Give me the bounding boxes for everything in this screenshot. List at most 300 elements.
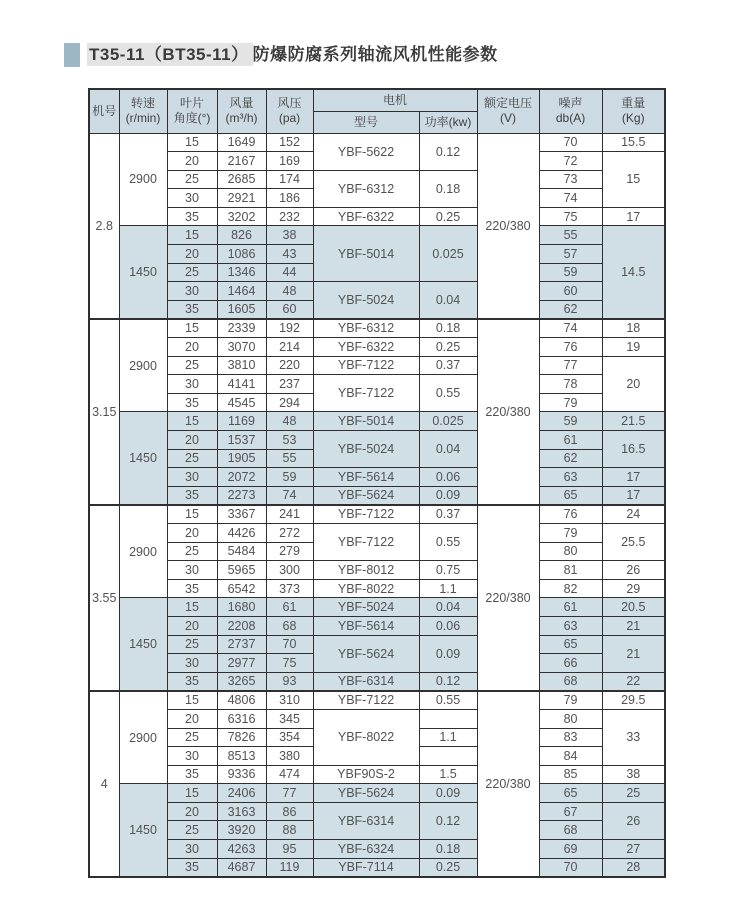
- table-cell: 26: [602, 802, 665, 839]
- speed-cell: 1450: [119, 784, 167, 877]
- machine-no-cell: 4: [89, 691, 119, 877]
- table-cell: YBF-5024: [313, 431, 419, 468]
- table-row: [89, 709, 665, 728]
- table-row: [89, 431, 665, 450]
- table-cell: YBF-8022: [313, 709, 419, 765]
- table-cell: 17: [602, 207, 665, 226]
- table-cell: 25: [167, 170, 217, 189]
- table-cell: 15: [167, 133, 217, 152]
- table-cell: 65: [539, 486, 602, 505]
- table-cell: 83: [539, 728, 602, 747]
- table-cell: 3920: [217, 821, 266, 840]
- table-cell: 30: [167, 189, 217, 208]
- table-cell: 30: [167, 561, 217, 580]
- table-cell: 17: [602, 486, 665, 505]
- header-voltage-label: 额定电压: [484, 96, 533, 111]
- table-cell: YBF-8012: [313, 561, 419, 580]
- table-cell: 70: [266, 635, 313, 654]
- table-cell: 186: [266, 189, 313, 208]
- header-air-volume: [217, 89, 266, 133]
- table-cell: 48: [266, 412, 313, 431]
- voltage-cell: 220/380: [477, 319, 539, 505]
- header-weight: [602, 89, 665, 133]
- table-cell: 294: [266, 393, 313, 412]
- table-cell: 44: [266, 263, 313, 282]
- page-title-model: T35-11（BT35-11）: [87, 43, 253, 66]
- header-weight-label: 重量: [621, 96, 646, 111]
- page-title-desc: 防爆防腐系列轴流风机性能参数: [252, 45, 498, 64]
- page-title: [87, 42, 498, 68]
- table-cell: 17: [602, 468, 665, 487]
- header-speed-unit: (r/min): [125, 111, 161, 126]
- table-cell: 20: [167, 431, 217, 450]
- table-cell: 35: [167, 393, 217, 412]
- table-cell: 0.25: [419, 858, 477, 877]
- table-cell: 74: [539, 189, 602, 208]
- table-cell: 2339: [217, 319, 266, 338]
- table-cell: 15: [167, 319, 217, 338]
- table-cell: 29: [602, 579, 665, 598]
- table-row: [89, 505, 665, 524]
- table-cell: 30: [167, 282, 217, 301]
- table-cell: YBF-6322: [313, 338, 419, 357]
- table-cell: 55: [539, 226, 602, 245]
- speed-cell: 2900: [119, 505, 167, 598]
- table-cell: 22: [602, 672, 665, 691]
- table-row: [89, 784, 665, 803]
- speed-cell: 2900: [119, 691, 167, 784]
- table-cell: 1.1: [419, 579, 477, 598]
- table-cell: 0.09: [419, 486, 477, 505]
- table-cell: 1680: [217, 598, 266, 617]
- table-cell: 66: [539, 654, 602, 673]
- table-cell: 35: [167, 300, 217, 319]
- header-noise-unit: db(A): [555, 111, 586, 126]
- table-cell: 24: [602, 505, 665, 524]
- table-row: [89, 691, 665, 710]
- table-cell: YBF-5624: [313, 486, 419, 505]
- table-cell: 25: [167, 356, 217, 375]
- table-cell: 0.18: [419, 319, 477, 338]
- voltage-cell: 220/380: [477, 133, 539, 319]
- table-cell: 28: [602, 858, 665, 877]
- table-cell: 4687: [217, 858, 266, 877]
- table-cell: 67: [539, 802, 602, 821]
- table-cell: 63: [539, 616, 602, 635]
- table-cell: 26: [602, 561, 665, 580]
- table-cell: 15: [167, 691, 217, 710]
- table-cell: 30: [167, 375, 217, 394]
- table-cell: YBF-7114: [313, 858, 419, 877]
- table-cell: 20: [167, 616, 217, 635]
- table-cell: 15: [167, 598, 217, 617]
- table-cell: YBF-5624: [313, 784, 419, 803]
- table-cell: YBF-6314: [313, 672, 419, 691]
- table-cell: 237: [266, 375, 313, 394]
- table-cell: 1464: [217, 282, 266, 301]
- table-cell: 20: [602, 356, 665, 412]
- table-cell: 65: [539, 635, 602, 654]
- table-cell: 15.5: [602, 133, 665, 152]
- table-cell: 2685: [217, 170, 266, 189]
- table-row: [89, 133, 665, 152]
- table-cell: 2737: [217, 635, 266, 654]
- table-cell: 15: [167, 784, 217, 803]
- table-cell: 0.55: [419, 523, 477, 560]
- header-blade-angle-label: 叶片: [179, 96, 204, 111]
- table-cell: 1649: [217, 133, 266, 152]
- table-cell: 214: [266, 338, 313, 357]
- table-cell: 79: [539, 393, 602, 412]
- table-cell: 61: [539, 598, 602, 617]
- table-cell: 380: [266, 747, 313, 766]
- table-cell: 63: [539, 468, 602, 487]
- table-cell: 0.37: [419, 356, 477, 375]
- table-cell: 300: [266, 561, 313, 580]
- table-row: [89, 226, 665, 245]
- table-cell: 61: [539, 431, 602, 450]
- table-cell: 75: [539, 207, 602, 226]
- table-row: [89, 598, 665, 617]
- table-cell: 70: [539, 133, 602, 152]
- table-cell: 72: [539, 152, 602, 171]
- spec-table-body: [89, 133, 665, 877]
- table-cell: 0.04: [419, 431, 477, 468]
- table-cell: 35: [167, 486, 217, 505]
- table-cell: 0.75: [419, 561, 477, 580]
- table-cell: 310: [266, 691, 313, 710]
- table-cell: 70: [539, 858, 602, 877]
- table-cell: 14.5: [602, 226, 665, 319]
- table-cell: 79: [539, 691, 602, 710]
- table-cell: 25: [167, 263, 217, 282]
- table-row: [89, 616, 665, 635]
- table-cell: 82: [539, 579, 602, 598]
- table-cell: YBF-5024: [313, 282, 419, 319]
- table-cell: 2072: [217, 468, 266, 487]
- table-cell: 15: [167, 505, 217, 524]
- table-cell: 21: [602, 635, 665, 672]
- table-cell: 15: [167, 226, 217, 245]
- table-cell: 59: [266, 468, 313, 487]
- table-cell: 0.09: [419, 784, 477, 803]
- table-cell: 1537: [217, 431, 266, 450]
- table-cell: YBF-6322: [313, 207, 419, 226]
- table-cell: YBF-6314: [313, 802, 419, 839]
- table-cell: 60: [539, 282, 602, 301]
- table-cell: YBF-5614: [313, 468, 419, 487]
- table-cell: 68: [266, 616, 313, 635]
- table-row: [89, 207, 665, 226]
- table-cell: 25: [602, 784, 665, 803]
- table-cell: [419, 747, 477, 766]
- table-cell: 7826: [217, 728, 266, 747]
- header-motor-label: 电机: [383, 92, 408, 107]
- table-cell: 0.12: [419, 802, 477, 839]
- header-noise-label: 噪声: [558, 96, 583, 111]
- table-row: [89, 319, 665, 338]
- table-cell: 20: [167, 802, 217, 821]
- table-cell: 826: [217, 226, 266, 245]
- header-noise: [539, 89, 602, 133]
- title-bullet-icon: [64, 43, 80, 67]
- table-cell: 80: [539, 709, 602, 728]
- table-cell: 53: [266, 431, 313, 450]
- table-cell: 3202: [217, 207, 266, 226]
- table-cell: YBF-7122: [313, 691, 419, 710]
- table-cell: 1169: [217, 412, 266, 431]
- speed-cell: 2900: [119, 319, 167, 412]
- table-cell: 15: [167, 412, 217, 431]
- machine-no-cell: 3.15: [89, 319, 119, 505]
- table-cell: 21: [602, 616, 665, 635]
- table-cell: 25: [167, 821, 217, 840]
- voltage-cell: 220/380: [477, 505, 539, 691]
- table-cell: 5484: [217, 542, 266, 561]
- table-cell: 1.5: [419, 765, 477, 784]
- table-cell: YBF-5014: [313, 226, 419, 282]
- table-cell: 1605: [217, 300, 266, 319]
- table-cell: 4141: [217, 375, 266, 394]
- table-cell: 2208: [217, 616, 266, 635]
- speed-cell: 2900: [119, 133, 167, 226]
- table-row: [89, 412, 665, 431]
- machine-no-cell: 3.55: [89, 505, 119, 691]
- machine-no-cell: 2.8: [89, 133, 119, 319]
- table-cell: 169: [266, 152, 313, 171]
- table-cell: 1905: [217, 449, 266, 468]
- table-cell: 0.25: [419, 207, 477, 226]
- table-cell: 0.37: [419, 505, 477, 524]
- table-row: [89, 561, 665, 580]
- table-cell: 75: [266, 654, 313, 673]
- table-cell: 74: [266, 486, 313, 505]
- table-row: [89, 840, 665, 859]
- table-cell: 60: [266, 300, 313, 319]
- table-cell: 35: [167, 207, 217, 226]
- header-blade-angle-unit: 角度(°): [173, 111, 211, 126]
- table-cell: 62: [539, 300, 602, 319]
- table-cell: 48: [266, 282, 313, 301]
- table-cell: 1346: [217, 263, 266, 282]
- table-cell: 4806: [217, 691, 266, 710]
- table-row: [89, 170, 665, 189]
- table-cell: 69: [539, 840, 602, 859]
- table-row: [89, 282, 665, 301]
- table-cell: 1086: [217, 245, 266, 264]
- table-cell: 43: [266, 245, 313, 264]
- table-cell: 18: [602, 319, 665, 338]
- table-cell: 152: [266, 133, 313, 152]
- table-row: [89, 765, 665, 784]
- table-cell: 77: [539, 356, 602, 375]
- table-cell: 279: [266, 542, 313, 561]
- table-cell: 62: [539, 449, 602, 468]
- table-cell: 241: [266, 505, 313, 524]
- table-row: [89, 579, 665, 598]
- table-cell: 80: [539, 542, 602, 561]
- table-cell: 79: [539, 523, 602, 542]
- table-cell: 2921: [217, 189, 266, 208]
- table-cell: 3070: [217, 338, 266, 357]
- table-cell: 29.5: [602, 691, 665, 710]
- table-cell: YBF-7122: [313, 375, 419, 412]
- fan-spec-table: [88, 88, 666, 878]
- table-cell: 0.025: [419, 412, 477, 431]
- header-row-1: [89, 89, 665, 111]
- table-cell: 174: [266, 170, 313, 189]
- table-row: [89, 356, 665, 375]
- table-row: [89, 802, 665, 821]
- header-air-volume-label: 风量: [229, 96, 254, 111]
- header-speed: [119, 89, 167, 133]
- table-cell: 76: [539, 505, 602, 524]
- table-cell: 73: [539, 170, 602, 189]
- table-cell: 9336: [217, 765, 266, 784]
- table-row: [89, 468, 665, 487]
- table-cell: 1.1: [419, 728, 477, 747]
- table-cell: 119: [266, 858, 313, 877]
- header-voltage-unit: (V): [500, 111, 517, 126]
- table-cell: 2167: [217, 152, 266, 171]
- table-cell: 0.55: [419, 691, 477, 710]
- table-cell: 0.025: [419, 226, 477, 282]
- table-cell: 86: [266, 802, 313, 821]
- header-air-pressure-label: 风压: [277, 96, 302, 111]
- table-cell: 30: [167, 747, 217, 766]
- table-cell: 0.09: [419, 635, 477, 672]
- header-motor-model: [313, 111, 419, 133]
- table-cell: 3163: [217, 802, 266, 821]
- table-row: [89, 338, 665, 357]
- table-cell: 0.06: [419, 616, 477, 635]
- table-cell: 95: [266, 840, 313, 859]
- table-cell: 3367: [217, 505, 266, 524]
- table-cell: [419, 709, 477, 728]
- table-cell: 0.12: [419, 133, 477, 170]
- header-machine-no-label: 机号: [92, 103, 117, 118]
- table-cell: 5965: [217, 561, 266, 580]
- table-cell: 59: [539, 412, 602, 431]
- speed-cell: 1450: [119, 412, 167, 505]
- table-cell: 30: [167, 654, 217, 673]
- table-cell: 68: [539, 821, 602, 840]
- table-cell: 0.04: [419, 598, 477, 617]
- table-cell: 192: [266, 319, 313, 338]
- table-cell: 2273: [217, 486, 266, 505]
- table-cell: 6316: [217, 709, 266, 728]
- section-title: [64, 42, 498, 68]
- table-cell: 38: [602, 765, 665, 784]
- table-cell: 19: [602, 338, 665, 357]
- header-blade-angle: [167, 89, 217, 133]
- table-cell: 0.25: [419, 338, 477, 357]
- table-cell: 220: [266, 356, 313, 375]
- table-cell: 35: [167, 579, 217, 598]
- table-cell: 20: [167, 245, 217, 264]
- table-cell: 57: [539, 245, 602, 264]
- table-cell: 65: [539, 784, 602, 803]
- table-row: [89, 635, 665, 654]
- table-cell: YBF-7122: [313, 356, 419, 375]
- header-machine-no: [89, 89, 119, 133]
- table-cell: 373: [266, 579, 313, 598]
- table-cell: 15: [602, 152, 665, 208]
- header-weight-unit: (Kg): [621, 111, 645, 126]
- table-cell: 85: [539, 765, 602, 784]
- table-cell: 68: [539, 672, 602, 691]
- table-cell: 4545: [217, 393, 266, 412]
- table-row: [89, 858, 665, 877]
- header-motor-model-label: 型号: [353, 114, 378, 129]
- header-air-pressure-unit: (pa): [278, 111, 301, 126]
- table-cell: 3810: [217, 356, 266, 375]
- table-cell: 0.12: [419, 672, 477, 691]
- header-motor-power-label: 功率(kw): [424, 114, 472, 129]
- speed-cell: 1450: [119, 598, 167, 691]
- table-cell: 55: [266, 449, 313, 468]
- table-cell: YBF-5014: [313, 412, 419, 431]
- table-cell: 6542: [217, 579, 266, 598]
- table-cell: 35: [167, 858, 217, 877]
- table-cell: 20: [167, 523, 217, 542]
- table-cell: 0.18: [419, 840, 477, 859]
- table-cell: YBF-8022: [313, 579, 419, 598]
- table-cell: 345: [266, 709, 313, 728]
- table-cell: 0.06: [419, 468, 477, 487]
- table-cell: 61: [266, 598, 313, 617]
- table-cell: YBF-7122: [313, 505, 419, 524]
- table-cell: 25: [167, 728, 217, 747]
- header-speed-label: 转速: [130, 96, 155, 111]
- table-cell: 354: [266, 728, 313, 747]
- voltage-cell: 220/380: [477, 691, 539, 877]
- header-motor-power: [419, 111, 477, 133]
- table-cell: 35: [167, 765, 217, 784]
- table-cell: 25: [167, 449, 217, 468]
- table-row: [89, 486, 665, 505]
- table-row: [89, 375, 665, 394]
- table-cell: 38: [266, 226, 313, 245]
- table-cell: 0.04: [419, 282, 477, 319]
- table-cell: 81: [539, 561, 602, 580]
- table-cell: 0.55: [419, 375, 477, 412]
- table-cell: 20: [167, 709, 217, 728]
- table-cell: 84: [539, 747, 602, 766]
- table-cell: 2977: [217, 654, 266, 673]
- table-cell: 20: [167, 152, 217, 171]
- table-cell: 33: [602, 709, 665, 765]
- table-cell: 93: [266, 672, 313, 691]
- header-air-pressure: [266, 89, 313, 133]
- table-row: [89, 523, 665, 542]
- table-cell: 76: [539, 338, 602, 357]
- table-cell: 2406: [217, 784, 266, 803]
- table-cell: 77: [266, 784, 313, 803]
- table-cell: YBF-5024: [313, 598, 419, 617]
- table-cell: 0.18: [419, 170, 477, 207]
- speed-cell: 1450: [119, 226, 167, 319]
- table-cell: 20.5: [602, 598, 665, 617]
- table-cell: 30: [167, 468, 217, 487]
- table-cell: YBF-5614: [313, 616, 419, 635]
- table-cell: 8513: [217, 747, 266, 766]
- table-cell: 30: [167, 840, 217, 859]
- table-cell: YBF-7122: [313, 523, 419, 560]
- table-cell: YBF90S-2: [313, 765, 419, 784]
- table-cell: YBF-6324: [313, 840, 419, 859]
- table-cell: YBF-5624: [313, 635, 419, 672]
